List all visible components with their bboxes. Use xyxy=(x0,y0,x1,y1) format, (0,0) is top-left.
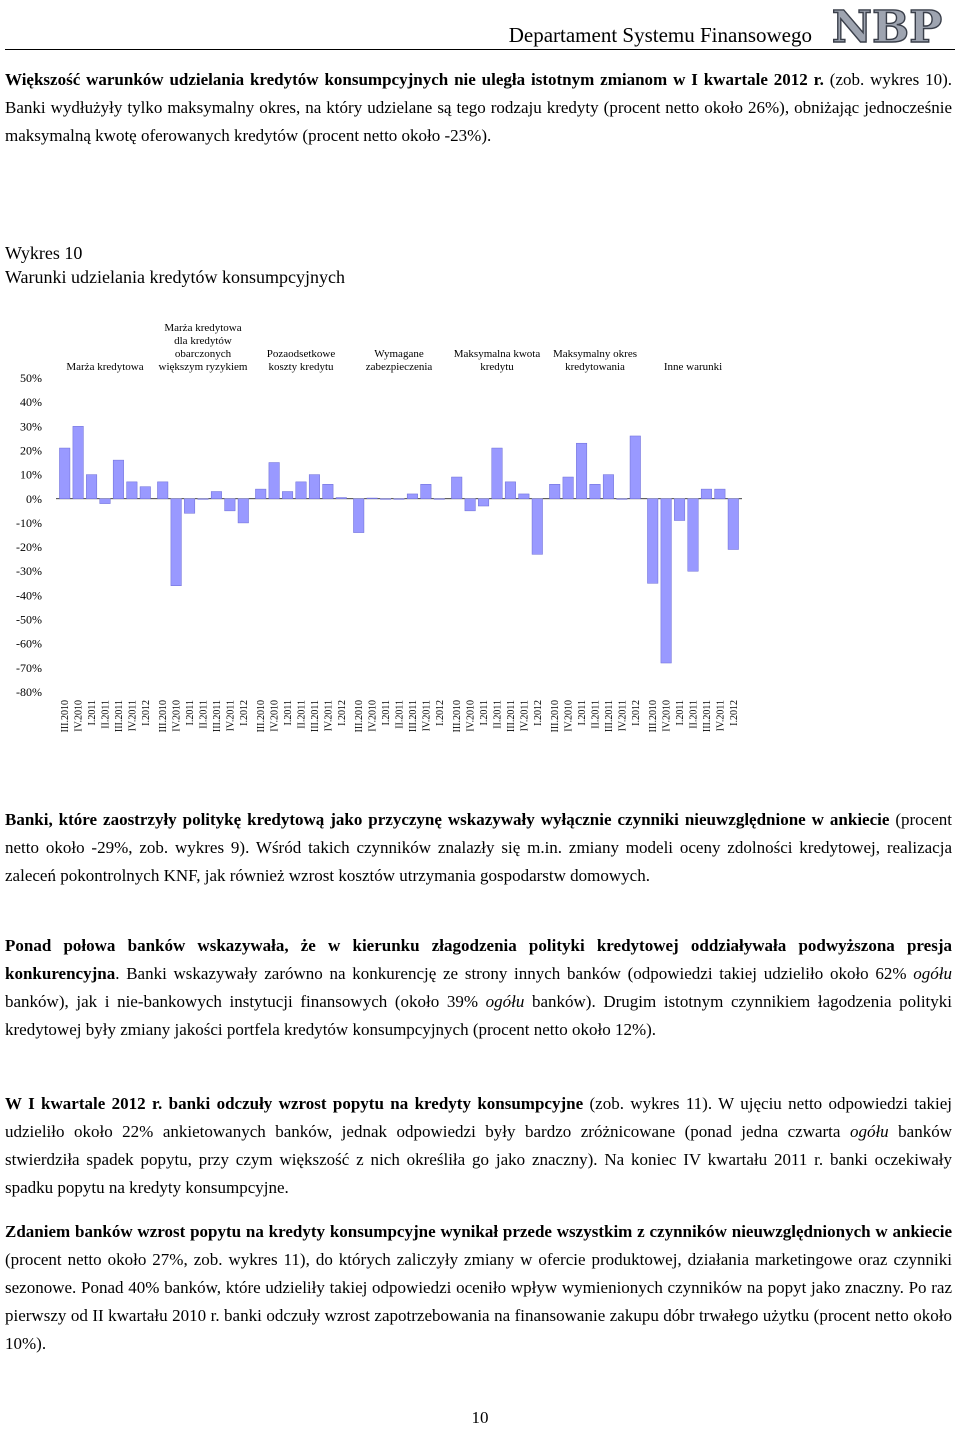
bar xyxy=(225,499,235,511)
group-label-line: Inne warunki xyxy=(663,361,723,373)
bar xyxy=(282,492,292,499)
bar xyxy=(140,487,150,499)
bar xyxy=(421,484,431,498)
bar xyxy=(590,484,600,498)
logo-text: NBP xyxy=(831,2,943,48)
group-label xyxy=(366,348,433,373)
paragraph-3 xyxy=(5,932,952,1044)
x-tick-label: III.2010 xyxy=(648,700,660,733)
x-tick-label: IV.2010 xyxy=(73,700,85,732)
x-tick-label: IV.2011 xyxy=(323,700,335,732)
x-tick-label: IV.2011 xyxy=(421,700,433,732)
bar xyxy=(549,484,559,498)
nbp-logo xyxy=(824,2,950,48)
x-tick-label: III.2011 xyxy=(603,700,615,733)
bar xyxy=(563,477,573,499)
y-tick-label: 0% xyxy=(26,491,42,506)
x-tick-label: I.2012 xyxy=(434,700,446,726)
y-tick-label: -30% xyxy=(16,564,42,579)
p4-run-1: (zob. wykres 11). W ujęciu netto odpowiedzi takiej udzieliło około 22% ankietowanych banków, jednak odpowiedzi były bardzo zróżnicowane (ponad jedna czwarta xyxy=(5,1094,952,1141)
bar xyxy=(59,448,69,499)
bar xyxy=(238,499,248,523)
bar xyxy=(86,475,96,499)
p3-run-0: Ponad połowa banków wskazywała, że w kierunku złagodzenia polityki kredytowej oddziaływała podwyższona presja konkurencyjna xyxy=(5,936,952,983)
p3-run-3: banków), jak i nie-bankowych instytucji finansowych (około 39% xyxy=(5,992,486,1011)
paragraph-1 xyxy=(5,66,952,150)
x-tick-label: III.2010 xyxy=(158,700,170,733)
x-tick-label: I.2011 xyxy=(381,700,393,726)
p2-run-1: (procent netto około -29%, zob. wykres 9). Wśród takich czynników znalazły się m.in. zmiany modeli oceny zdolności kredytowej, realizacja zaleceń pokontrolnych KNF, jak również wzrost kosztów utrzymania gospodarstw domowych. xyxy=(5,810,952,885)
p4-run-3: banków stwierdziła spadek popytu, przy czym większość z nich określiła go jako znaczny). Na koniec IV kwartału 2011 r. banki oczekiwały spadku popytu na kredyty konsumpcyjne. xyxy=(5,1122,952,1197)
bar xyxy=(380,499,390,500)
bar xyxy=(715,489,725,499)
y-tick-label: 10% xyxy=(20,467,42,482)
x-tick-label: III.2010 xyxy=(550,700,562,733)
paragraph-2 xyxy=(5,806,952,890)
x-tick-label: I.2012 xyxy=(728,700,740,726)
group-label-line: Wymagane xyxy=(374,348,424,360)
y-tick-label: 40% xyxy=(20,395,42,410)
x-tick-label: III.2010 xyxy=(256,700,268,733)
bar xyxy=(465,499,475,511)
x-tick-label: III.2011 xyxy=(309,700,321,733)
bar xyxy=(603,475,613,499)
bar xyxy=(73,426,83,498)
y-tick-label: -80% xyxy=(16,685,42,699)
bar xyxy=(701,489,711,499)
group-label xyxy=(454,348,541,373)
x-tick-label: I.2012 xyxy=(140,700,152,726)
y-tick-label: -50% xyxy=(16,612,42,627)
bar xyxy=(407,494,417,499)
x-tick-label: I.2011 xyxy=(283,700,295,726)
x-tick-label: II.2011 xyxy=(296,700,308,729)
group-label-line: zabezpieczenia xyxy=(365,361,433,373)
bar xyxy=(309,475,319,499)
group-label xyxy=(159,322,248,373)
department-name: Departament Systemu Finansowego xyxy=(508,23,812,47)
group-label-line: Maksymalna kwota xyxy=(453,348,541,360)
bar xyxy=(674,499,684,521)
figure-title: Warunki udzielania kredytów konsumpcyjnych xyxy=(5,267,345,287)
group-label-line: obarczonych xyxy=(174,348,232,360)
y-tick-label: -40% xyxy=(16,588,42,603)
paragraph-5 xyxy=(5,1218,952,1358)
group-label-line: Marża kredytowa xyxy=(66,361,144,373)
y-tick-label: -10% xyxy=(16,515,42,530)
x-tick-label: IV.2010 xyxy=(367,700,379,732)
p3-run-2: ogółu xyxy=(913,964,952,983)
bar xyxy=(296,482,306,499)
x-tick-label: III.2010 xyxy=(60,700,72,733)
x-tick-label: III.2011 xyxy=(113,700,125,733)
y-tick-label: 50% xyxy=(20,371,42,385)
bar xyxy=(269,463,279,499)
bar xyxy=(492,448,502,499)
paragraph-4 xyxy=(5,1090,952,1202)
bar xyxy=(451,477,461,499)
y-tick-label: 30% xyxy=(20,419,42,434)
x-tick-label: III.2011 xyxy=(407,700,419,733)
bar xyxy=(576,443,586,499)
x-tick-label: IV.2011 xyxy=(617,700,629,732)
group-label xyxy=(267,348,336,373)
bar xyxy=(478,499,488,506)
bar xyxy=(647,499,657,584)
p3-run-5: banków). Drugim istotnym czynnikiem łagodzenia polityki kredytowej były zmiany jakości portfela kredytów konsumpcyjnych (procent netto około 12%). xyxy=(5,992,952,1039)
y-tick-label: -60% xyxy=(16,636,42,651)
bar xyxy=(184,499,194,513)
group-label-line: kredytowania xyxy=(565,361,625,373)
p3-run-1: . Banki wskazywały zarówno na konkurencję ze strony innych banków (odpowiedzi takiej udzieliło około 62% xyxy=(115,964,914,983)
bar xyxy=(532,499,542,555)
group-label-line: Maksymalny okres xyxy=(552,348,638,360)
bar xyxy=(336,498,346,499)
bar xyxy=(367,498,377,499)
group-label xyxy=(553,348,637,373)
x-tick-label: II.2011 xyxy=(492,700,504,729)
group-label-line: Pozaodsetkowe xyxy=(266,348,336,360)
x-tick-label: I.2011 xyxy=(185,700,197,726)
page-number: 10 xyxy=(471,1408,489,1427)
x-tick-label: IV.2010 xyxy=(563,700,575,732)
bar xyxy=(100,499,110,504)
x-tick-label: IV.2010 xyxy=(269,700,281,732)
bar xyxy=(728,499,738,550)
group-label-line: większym ryzykiem xyxy=(158,361,248,373)
bar xyxy=(211,492,221,499)
group-label-line: koszty kredytu xyxy=(268,361,334,373)
bar xyxy=(323,484,333,498)
bar xyxy=(255,489,265,499)
x-tick-label: I.2012 xyxy=(532,700,544,726)
x-tick-label: I.2011 xyxy=(479,700,491,726)
x-tick-label: III.2011 xyxy=(211,700,223,733)
x-tick-label: IV.2011 xyxy=(225,700,237,732)
bar xyxy=(519,494,529,499)
y-tick-label: -70% xyxy=(16,660,42,675)
bar xyxy=(353,499,363,533)
bar xyxy=(661,499,671,663)
page-header xyxy=(0,0,960,50)
bar xyxy=(688,499,698,571)
header-rule xyxy=(5,49,955,50)
x-tick-label: III.2011 xyxy=(701,700,713,733)
x-tick-label: II.2011 xyxy=(394,700,406,729)
x-tick-label: III.2010 xyxy=(452,700,464,733)
x-tick-label: I.2012 xyxy=(238,700,250,726)
x-tick-label: I.2012 xyxy=(630,700,642,726)
group-label xyxy=(664,361,722,373)
x-tick-label: II.2011 xyxy=(688,700,700,729)
x-tick-label: I.2011 xyxy=(87,700,99,726)
y-tick-label: -20% xyxy=(16,540,42,555)
p1-run-1: (zob. wykres 10). Banki wydłużyły tylko maksymalny okres, na który udzielane są tego rodzaju kredyty (procent netto około 26%), obniżając jednocześnie maksymalną kwotę oferowanych kredytów (procent netto około -23%). xyxy=(5,70,952,145)
group-label-line: dla kredytów xyxy=(174,335,232,347)
x-tick-label: II.2011 xyxy=(100,700,112,729)
x-tick-label: IV.2010 xyxy=(465,700,477,732)
x-tick-label: IV.2010 xyxy=(171,700,183,732)
p4-run-2: ogółu xyxy=(849,1122,889,1141)
group-label-line: Marża kredytowa xyxy=(164,322,242,334)
p5-run-1: (procent netto około 27%, zob. wykres 11), do których zaliczyły zmiany w ofercie produktowej, działania marketingowe oraz czynniki sezonowe. Ponad 40% banków, które udzieliły takiej odpowiedzi oceniło wpływ wymienionych czynników na popyt jako znaczny. Po raz pierwszy od II kwartału 2010 r. banki odczuły wzrost zapotrzebowania na finansowanie zakupu dóbr trwałego użytku (procent netto około 10%). xyxy=(5,1250,952,1353)
group-label xyxy=(66,361,143,373)
x-tick-label: IV.2011 xyxy=(127,700,139,732)
bar xyxy=(505,482,515,499)
x-tick-label: I.2011 xyxy=(577,700,589,726)
x-tick-label: III.2010 xyxy=(354,700,366,733)
x-tick-label: III.2011 xyxy=(505,700,517,733)
x-tick-label: IV.2010 xyxy=(661,700,673,732)
x-tick-label: II.2011 xyxy=(198,700,210,729)
p1-run-0: Większość warunków udzielania kredytów konsumpcyjnych nie uległa istotnym zmianom w I kwartale 2012 r. xyxy=(5,70,824,89)
chart-wykres-10 xyxy=(0,310,760,760)
p4-run-0: W I kwartale 2012 r. banki odczuły wzrost popytu na kredyty konsumpcyjne xyxy=(5,1094,584,1113)
y-tick-label: 20% xyxy=(20,443,42,458)
x-tick-label: IV.2011 xyxy=(519,700,531,732)
x-tick-label: IV.2011 xyxy=(715,700,727,732)
bar xyxy=(434,499,444,500)
p3-run-4: ogółu xyxy=(485,992,525,1011)
group-label-line: kredytu xyxy=(480,361,514,373)
bar xyxy=(113,460,123,499)
figure-number: Wykres 10 xyxy=(5,243,83,263)
bar xyxy=(394,499,404,500)
bar xyxy=(127,482,137,499)
p2-run-0: Banki, które zaostrzyły politykę kredytową jako przyczynę wskazywały wyłącznie czynniki nieuwzględnione w ankiecie xyxy=(5,810,890,829)
bar xyxy=(198,499,208,500)
x-tick-label: I.2011 xyxy=(675,700,687,726)
x-tick-label: II.2011 xyxy=(590,700,602,729)
bar xyxy=(617,499,627,500)
p5-run-0: Zdaniem banków wzrost popytu na kredyty konsumpcyjne wynikał przede wszystkim z czynników nieuwzględnionych w ankiecie xyxy=(5,1222,952,1241)
x-tick-label: I.2012 xyxy=(336,700,348,726)
bar xyxy=(157,482,167,499)
bar xyxy=(630,436,640,499)
bar xyxy=(171,499,181,586)
